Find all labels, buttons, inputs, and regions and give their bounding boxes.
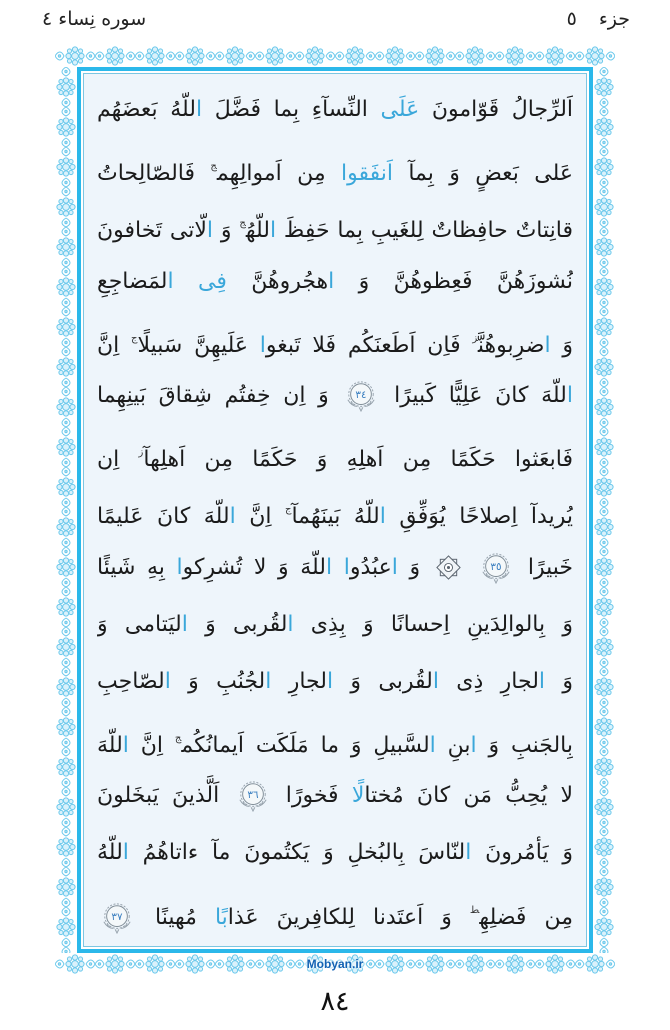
quran-text-segment: ا — [465, 840, 472, 866]
quran-text-segment: اِنَّ — [97, 332, 132, 358]
quran-text-segment: ا — [259, 332, 266, 358]
quran-text-segment: هجُروهُنَّ — [226, 268, 329, 294]
quran-text-segment: فَابعَثوا حَكَمًا مِن اَهلِهِ وَ حَكَمًا مِن اَهلِهآ — [143, 447, 573, 473]
quran-text-segment: اَلَّذينَ يَبخَلونَ — [97, 783, 220, 809]
quran-text-segment: وَ — [397, 554, 421, 580]
quran-line — [97, 882, 573, 939]
quran-line — [97, 195, 573, 252]
quran-text-segment: لجارِ ذِى — [438, 668, 539, 694]
quran-text-segment: فَالصّالِحاتُ — [97, 161, 211, 187]
quran-line — [97, 710, 573, 767]
quran-text-segment: اِن — [97, 447, 139, 473]
svg-text:٣٦: ٣٦ — [246, 789, 259, 802]
quran-text-segment: عَلى بَعضٍ وَ بِمآ — [393, 161, 573, 187]
header-surah-label: سوره نِساء ٤ — [42, 8, 147, 30]
quran-line — [97, 253, 573, 310]
quran-text-segment: ضرِبوهُنَّ — [477, 332, 545, 358]
quran-text-segment: ا — [391, 554, 398, 580]
quran-line — [97, 596, 573, 653]
quran-text-segment: ا — [164, 668, 171, 694]
quran-text-segment: ا — [269, 218, 277, 244]
floral-border-top-icon — [55, 45, 615, 67]
waqf-sign: ج — [239, 218, 246, 230]
quran-text-segment: للّهَ وَ لا تُشرِكو — [182, 554, 327, 580]
quran-text-segment: لمَضاجِعِ — [97, 268, 168, 294]
quran-text-segment: بِهِ شَيئًا — [97, 554, 177, 580]
quran-text-segment: وَ — [545, 668, 573, 694]
quran-text-segment: لنّاسَ بِالبُخلِ وَ يَكتُمونَ مآ ءاتاهُمُ — [128, 840, 466, 866]
quran-text-segment: لّاتى تَخافونَ — [97, 218, 207, 244]
quran-text-segment: النِّسآءِ بِما فَضَّلَ — [202, 97, 381, 122]
quran-text-segment: لا يُحِبُّ مَن كانَ مُختا — [364, 783, 573, 809]
quran-text-segment: ا — [122, 733, 129, 759]
quran-text-segment: قانِتاتٌ حافِظاتٌ لِلغَيبِ بِما حَفِظَ — [276, 218, 573, 244]
hizb-marker-icon — [435, 554, 462, 581]
quran-text-segment: بنِ — [435, 733, 471, 759]
header-juz-label: جزء ٥ — [566, 8, 630, 30]
quran-text-segment: اِنَّ — [235, 504, 285, 530]
quran-text-segment: وَ اَعتَدنا لِلكافِرينَ عَذا — [227, 904, 470, 930]
watermark: Mobyan.ir — [306, 957, 364, 971]
quran-text-segment: ا — [566, 382, 573, 408]
quran-text-segment: للّهَ كانَ عَلِيًّا كَبيرًا — [381, 382, 567, 408]
waqf-sign: ج — [210, 161, 217, 173]
quran-text-area — [83, 73, 587, 947]
quran-text-segment: لسَّبيلِ وَ ما مَلَكَت اَيمانُكُم — [181, 733, 430, 759]
quran-text-segment: فَخورًا — [272, 783, 352, 809]
quran-text-segment: لقُربى وَ — [187, 611, 288, 637]
quran-text-segment: ا — [326, 668, 334, 694]
waqf-sign: ج — [131, 332, 138, 344]
quran-text-segment: ا — [328, 268, 335, 294]
quran-text-segment: وَ اِن خِفتُم شِقاقَ بَينِهِما — [97, 382, 329, 408]
floral-border-right-icon — [593, 67, 615, 953]
quran-text-segment: وَ يَأمُرونَ — [471, 840, 573, 866]
svg-text:٣٥: ٣٥ — [490, 560, 502, 573]
quran-text-segment: ا — [196, 97, 203, 122]
quran-line — [97, 81, 573, 138]
quran-line — [97, 367, 573, 424]
quran-line — [97, 539, 573, 596]
quran-text-segment: اَنفَقوا — [341, 161, 393, 187]
quran-text-segment: مِن فَضلِهِ — [479, 904, 573, 930]
verse-marker-icon — [236, 780, 270, 812]
quran-text-segment: لجارِ — [271, 668, 327, 694]
page-number: ٨٤ — [320, 986, 350, 1017]
quran-text-segment: ا — [544, 332, 551, 358]
decorative-frame — [55, 45, 615, 975]
quran-text-segment — [174, 269, 198, 294]
verse-marker-icon — [344, 380, 378, 412]
quran-text-segment — [332, 555, 344, 580]
waqf-sign: ج — [285, 504, 292, 516]
quran-text-segment: خَبيرًا — [516, 554, 573, 580]
quran-text-segment: ا — [432, 668, 439, 694]
quran-text-segment: مِن اَموالِهِم — [216, 161, 342, 187]
quran-text-segment: فَاِن اَطَعنَكُم فَلا تَبغو — [265, 332, 473, 358]
quran-text-segment: ا — [326, 554, 333, 580]
quran-text-segment: وَ بِالوالِدَينِ اِحسانًا وَ بِذِى — [293, 611, 573, 637]
quran-text-segment: للّهُ — [245, 218, 270, 244]
quran-text-segment: ا — [429, 733, 436, 759]
quran-text-segment: للّهَ كانَ عَليمًا — [97, 504, 230, 530]
quran-line — [97, 310, 573, 367]
quran-line — [97, 481, 573, 538]
quran-text-segment: ا — [122, 840, 129, 866]
quran-text-segment: ا — [538, 668, 546, 694]
quran-text-segment: عَلَى — [380, 97, 420, 122]
quran-text-segment: ا — [167, 268, 174, 294]
quran-text-segment: ا — [265, 668, 272, 694]
quran-text-segment: ا — [379, 504, 386, 530]
waqf-sign: ز — [138, 447, 144, 459]
quran-line — [97, 424, 573, 481]
quran-text-segment: لًا — [351, 783, 365, 809]
quran-text-segment: ا — [343, 554, 350, 580]
svg-text:٣٧: ٣٧ — [111, 910, 123, 923]
quran-text-segment: اَلرِّجالُ قَوّامونَ — [419, 97, 573, 122]
quran-text-segment: بًا — [214, 904, 228, 930]
quran-text-segment: وَ — [213, 218, 240, 244]
quran-line — [97, 653, 573, 710]
quran-text-segment: بِالجَنبِ وَ — [476, 733, 573, 759]
quran-text-segment: اِنَّ — [128, 733, 175, 759]
quran-text-segment: لصّاحِبِ — [97, 668, 165, 694]
quran-text-segment: عبُدُو — [349, 554, 392, 580]
waqf-sign: ز — [472, 332, 478, 344]
quran-text-segment: ا — [229, 504, 236, 530]
quran-text-segment: ا — [176, 554, 183, 580]
quran-text-segment: مُهينًا — [137, 904, 215, 930]
quran-text-segment: نُشوزَهُنَّ فَعِظوهُنَّ وَ — [334, 268, 573, 294]
quran-line — [97, 767, 573, 824]
quran-text-segment: لقُربى وَ — [333, 668, 433, 694]
verse-marker-icon — [479, 552, 513, 584]
quran-text-segment: يُريدآ اِصلاحًا يُوَفِّقِ — [385, 504, 573, 530]
svg-text:٣٤: ٣٤ — [355, 388, 367, 401]
quran-text-segment: ا — [206, 218, 214, 244]
quran-text-segment: ا — [287, 611, 294, 637]
quran-text-segment: للّهُ بَينَهُمآ — [291, 504, 380, 530]
quran-line — [97, 824, 573, 881]
waqf-sign: ط — [469, 904, 480, 916]
quran-text-segment: ا — [181, 611, 188, 637]
quran-text-segment: عَلَيهِنَّ سَبيلًا — [137, 332, 260, 358]
quran-text-segment: وَ — [550, 332, 573, 358]
inner-border — [77, 67, 593, 953]
verse-marker-icon — [100, 902, 134, 934]
quran-text-segment: للّهَ — [97, 733, 123, 759]
quran-text-segment: ا — [470, 733, 477, 759]
quran-line — [97, 138, 573, 195]
quran-text-segment: للّهُ بَعضَهُم — [97, 97, 196, 122]
waqf-sign: ج — [174, 733, 182, 745]
quran-text-segment: للّهُ — [97, 840, 123, 866]
quran-text-segment: فِى — [198, 268, 227, 294]
floral-border-left-icon — [55, 67, 77, 953]
quran-text-segment: ليَتامى وَ — [97, 611, 182, 637]
quran-text-segment: لجُنُبِ وَ — [170, 668, 266, 694]
